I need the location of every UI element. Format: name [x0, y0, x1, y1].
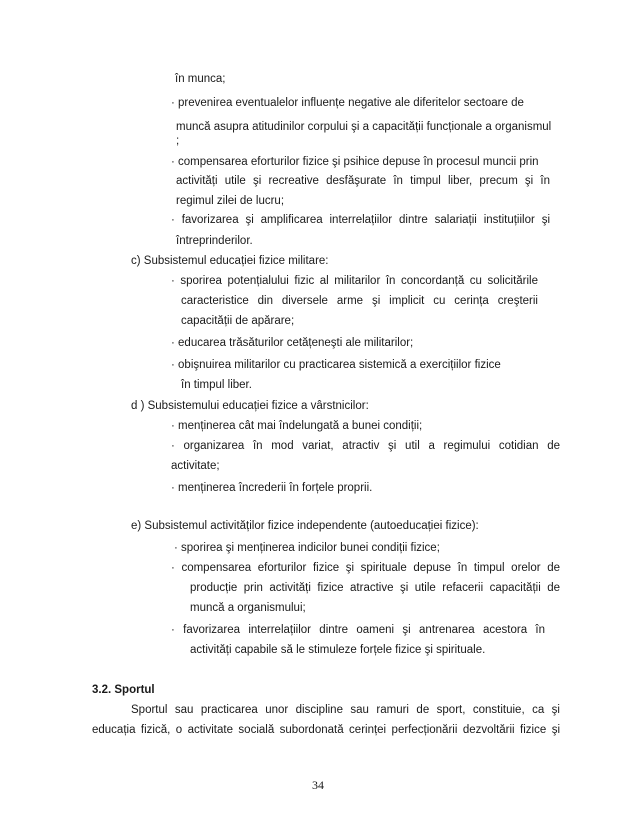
text-line: muncă a organismului;: [190, 602, 306, 614]
bullet-item: · obişnuirea militarilor cu practicarea sistemică a exercițiilor fizice: [171, 359, 501, 371]
bullet-item: · sporirea şi menținerea indicilor bunei condiții fizice;: [174, 542, 440, 554]
subsection-heading: d ) Subsistemului educației fizice a vârstnicilor:: [131, 400, 369, 412]
text-line: muncă asupra atitudinilor corpului şi a capacității funcționale a organismul: [176, 121, 552, 133]
bullet-item: · compensarea eforturilor fizice şi spirituale depuse în timpul orelor de: [171, 562, 560, 574]
text-line: capacității de apărare;: [181, 315, 295, 327]
subsection-heading: c) Subsistemul educației fizice militare:: [131, 255, 329, 267]
section-heading: 3.2. Sportul: [92, 684, 155, 696]
text-line: producție prin activități fizice atractive şi utile refacerii capacității de: [190, 582, 560, 594]
text-line: în munca;: [175, 73, 226, 85]
bullet-item: · organizarea în mod variat, atractiv şi util a regimului cotidian de: [171, 440, 560, 452]
page-number: 34: [312, 778, 324, 792]
text-line: activități utile şi recreative desfăşurate în timpul liber, precum şi în: [176, 175, 550, 187]
bullet-item: · compensarea eforturilor fizice şi psihice depuse în procesul muncii prin: [171, 156, 539, 168]
text-line: în timpul liber.: [181, 379, 252, 391]
subsection-heading: e) Subsistemul activităților fizice independente (autoeducației fizice):: [131, 520, 479, 532]
text-line: ;: [176, 135, 180, 147]
text-line: regimul zilei de lucru;: [176, 195, 285, 207]
bullet-item: · prevenirea eventualelor influențe negative ale diferitelor sectoare de: [171, 97, 524, 109]
bullet-item: · favorizarea interrelațiilor dintre oameni şi antrenarea acestora în: [171, 624, 545, 636]
text-line: întreprinderilor.: [176, 235, 253, 247]
text-line: caracteristice din diversele arme şi implicit cu cerința creşterii: [181, 295, 538, 307]
text-line: activități capabile să le stimuleze forțele fizice şi spirituale.: [190, 644, 486, 656]
text-line: activitate;: [171, 460, 220, 472]
bullet-item: · menținerea cât mai îndelungată a bunei condiții;: [171, 420, 423, 432]
bullet-item: · sporirea potențialului fizic al militarilor în concordanță cu solicitările: [171, 275, 538, 287]
bullet-item: · menținerea încrederii în forțele proprii.: [171, 482, 373, 494]
paragraph-line: educația fizică, o activitate socială subordonată cerinței perfecționării dezvoltării fizice şi: [92, 724, 560, 736]
paragraph-line: Sportul sau practicarea unor discipline sau ramuri de sport, constituie, ca şi: [131, 704, 560, 716]
bullet-item: · educarea trăsăturilor cetățeneşti ale militarilor;: [171, 337, 414, 349]
bullet-item: · favorizarea şi amplificarea interrelațiilor dintre salariații instituțiilor şi: [171, 214, 550, 226]
